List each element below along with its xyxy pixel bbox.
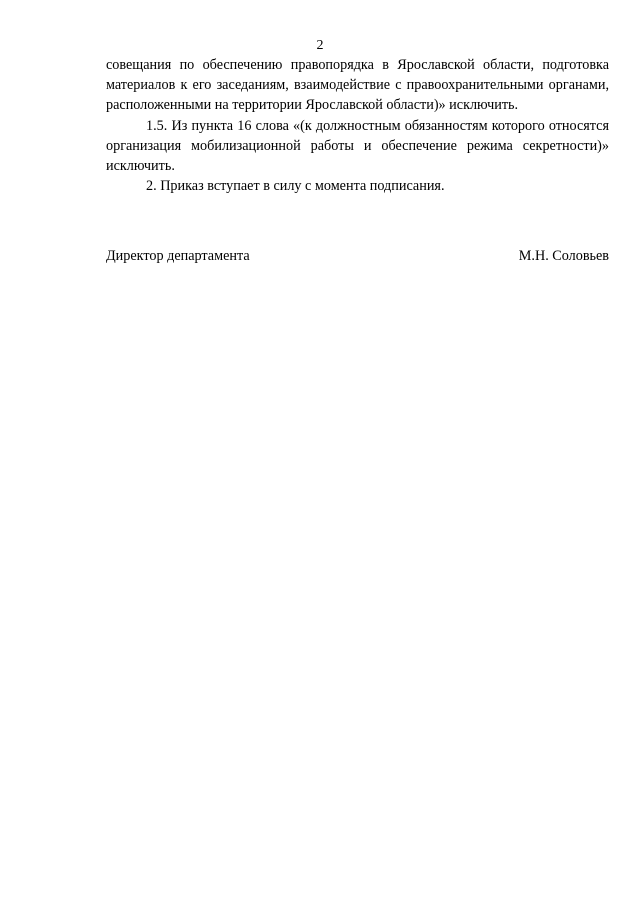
document-body <box>106 55 609 196</box>
paragraph-item-1-5: 1.5. Из пункта 16 слова «(к должностным обязанностям которого относятся организация мобилизационной работы и обеспечение режима секретности)» исключить. <box>106 117 609 175</box>
page-number: 2 <box>316 38 324 53</box>
signatory-name: М.Н. Соловьев <box>518 248 609 264</box>
signatory-position: Директор департамента <box>106 248 250 264</box>
paragraph-continuation: совещания по обеспечению правопорядка в Ярославской области, подготовка материалов к его заседаниям, взаимодействие с правоохранительными органами, расположенными на территории Ярославской области)» исключить. <box>106 57 609 114</box>
paragraph-item-2: 2. Приказ вступает в силу с момента подписания. <box>146 178 445 195</box>
signature-block <box>106 246 609 266</box>
